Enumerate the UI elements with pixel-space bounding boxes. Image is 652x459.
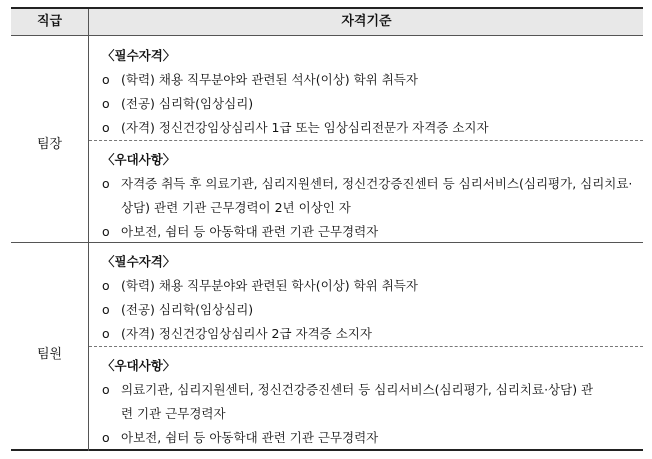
bullet-icon: o — [102, 382, 110, 397]
required-title: 〈필수자격〉 — [102, 254, 176, 269]
list-item: o (학력) 채용 직무분야와 관련된 학사(이상) 학위 취득자 — [102, 278, 418, 293]
list-item-continuation: 련 기관 근무경력자 — [121, 406, 226, 421]
bullet-icon: o — [102, 176, 110, 191]
list-item: o (전공) 심리학(임상심리) — [102, 96, 254, 111]
list-item: o 아보전, 쉼터 등 아동학대 관련 기관 근무경력자 — [102, 224, 379, 239]
qualification-table — [11, 7, 643, 451]
list-item: o 아보전, 쉼터 등 아동학대 관련 기관 근무경력자 — [102, 430, 379, 445]
rank-team-leader: 팀장 — [36, 137, 63, 152]
rank-team-member: 팀원 — [36, 347, 63, 362]
bullet-icon: o — [102, 326, 110, 341]
column-divider — [88, 36, 89, 451]
bullet-icon: o — [102, 278, 110, 293]
list-item: o 의료기관, 심리지원센터, 정신건강증진센터 등 심리서비스(심리평가, 심리치료·상담) 관 — [102, 382, 594, 397]
list-item-continuation: 상담) 관련 기관 근무경력이 2년 이상인 자 — [121, 200, 351, 215]
section-divider — [89, 346, 643, 347]
bullet-icon: o — [102, 430, 110, 445]
list-item: o 자격증 취득 후 의료기관, 심리지원센터, 정신건강증진센터 등 심리서비스(심리평가, 심리치료· — [102, 176, 633, 191]
header-criteria: 자격기준 — [88, 9, 644, 35]
required-title: 〈필수자격〉 — [102, 48, 176, 63]
preferred-title: 〈우대사항〉 — [102, 358, 176, 373]
bullet-icon: o — [102, 72, 110, 87]
preferred-title: 〈우대사항〉 — [102, 152, 176, 167]
section-divider — [89, 140, 643, 141]
table-header — [11, 9, 643, 36]
list-item: o (학력) 채용 직무분야와 관련된 석사(이상) 학위 취득자 — [102, 72, 418, 87]
bullet-icon: o — [102, 96, 110, 111]
list-item: o (자격) 정신건강임상심리사 2급 자격증 소지자 — [102, 326, 372, 341]
header-rank: 직급 — [36, 14, 63, 29]
bullet-icon: o — [102, 120, 110, 135]
bullet-icon: o — [102, 302, 110, 317]
row-divider — [11, 242, 643, 243]
bullet-icon: o — [102, 224, 110, 239]
list-item: o (자격) 정신건강임상심리사 1급 또는 임상심리전문가 자격증 소지자 — [102, 120, 489, 135]
list-item: o (전공) 심리학(임상심리) — [102, 302, 254, 317]
